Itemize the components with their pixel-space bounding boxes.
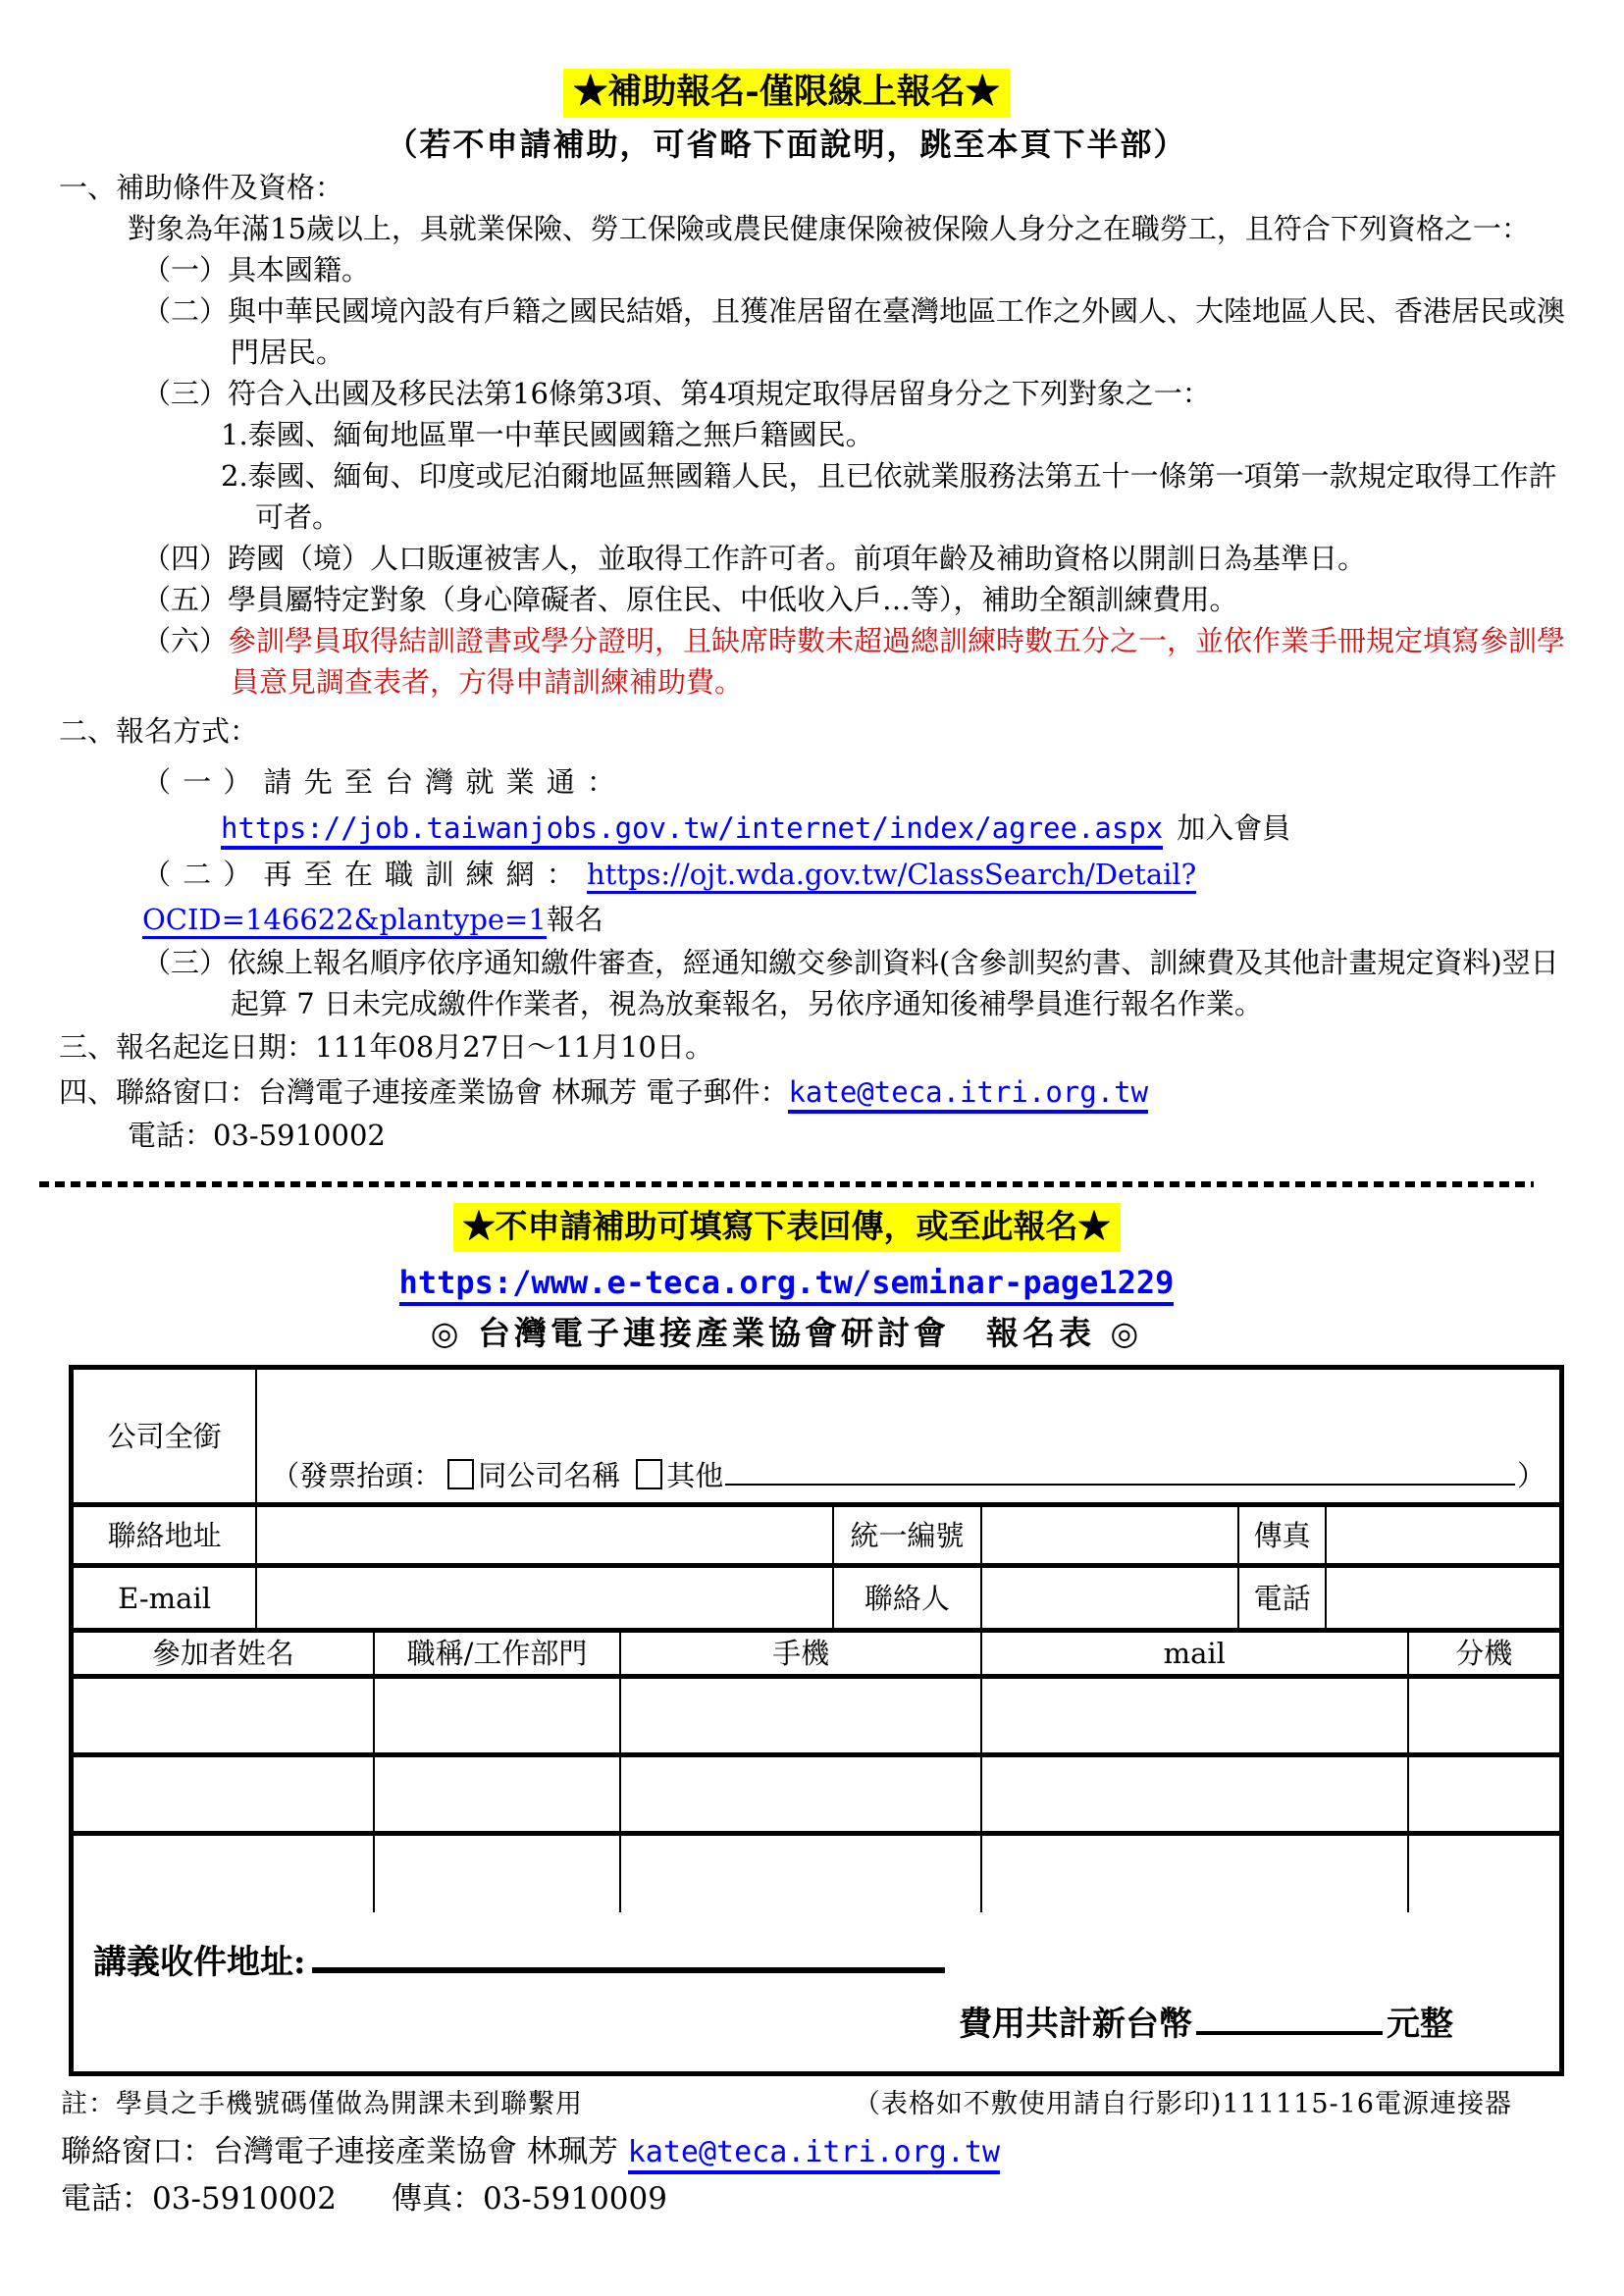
- participant-cell[interactable]: [1408, 1755, 1559, 1834]
- footnote-row: [61, 2086, 1512, 2123]
- contact-person-input-cell[interactable]: [981, 1566, 1238, 1631]
- eligibility-item-3-sub2: 2.泰國、緬甸、印度或尼泊爾地區無國籍人民，且已依就業服務法第五十一條第一項第一款規定取得工作許可者。: [221, 459, 1557, 534]
- tax-id-input-cell[interactable]: [981, 1505, 1238, 1566]
- participant-cell[interactable]: [74, 1677, 374, 1755]
- registration-period: 三、報名起迄日期：111年08月27日～11月10日。: [59, 1030, 713, 1064]
- invoice-option-same: 同公司名稱: [478, 1459, 621, 1492]
- address-label: 聯絡地址: [74, 1505, 256, 1566]
- section2-heading: 二、報名方式：: [59, 714, 259, 748]
- subsidy-banner: ★補助報名-僅限線上報名★: [563, 69, 1010, 118]
- registration-step2: [142, 852, 1573, 942]
- participant-cell[interactable]: [620, 1677, 981, 1755]
- participant-cell[interactable]: [981, 1834, 1408, 1912]
- participant-ext-header: 分機: [1408, 1633, 1559, 1677]
- participant-cell[interactable]: [374, 1755, 620, 1834]
- participant-cell[interactable]: [981, 1677, 1408, 1755]
- registration-step1: [142, 759, 1573, 805]
- registration-form-table: [69, 1365, 1564, 2076]
- section1-heading: 一、補助條件及資格：: [59, 171, 344, 204]
- footer-contact-prefix: 聯絡窗口：台灣電子連接產業協會 林珮芳: [61, 2133, 628, 2169]
- company-name-input-area[interactable]: [271, 1370, 1545, 1452]
- registration-contact: [59, 1070, 1573, 1115]
- ojt-link[interactable]: https://ojt.wda.gov.tw/ClassSearch/Detail?OCID=146622&plantype=1: [142, 858, 1196, 939]
- form-url-row: [0, 1262, 1573, 1304]
- footnote-left: 註：學員之手機號碼僅做為開課未到聯繫用: [61, 2088, 583, 2119]
- form-title: ◎ 台灣電子連接產業協會研討會 報名表 ◎: [430, 1314, 1143, 1352]
- invoice-prefix: （發票抬頭：: [271, 1459, 443, 1492]
- eligibility-item-4: （四）跨國（境）人口販運被害人，並取得工作許可者。前項年齡及補助資格以開訓日為基準日。: [142, 542, 1367, 575]
- fee-total-line: [93, 1996, 1453, 2048]
- registration-phone: 電話：03-5910002: [128, 1119, 386, 1152]
- no-subsidy-banner: ★不申請補助可填寫下表回傳，或至此報名★: [453, 1203, 1121, 1252]
- email-label: E-mail: [74, 1566, 256, 1631]
- phone-input-cell[interactable]: [1326, 1566, 1559, 1631]
- company-name-cell[interactable]: [256, 1370, 1559, 1505]
- invoice-title-line: [271, 1452, 1545, 1496]
- registration-step1-url-line: [221, 805, 1573, 852]
- eligibility-item-3: （三）符合入出國及移民法第16條第3項、第4項規定取得居留身分之下列對象之一：: [142, 377, 1211, 410]
- subsidy-subtitle: （若不申請補助，可省略下面說明，跳至本頁下半部）: [386, 126, 1187, 163]
- registration-step3: （三）依線上報名順序依序通知繳件審查，經通知繳交參訓資料(含參訓契約書、訓練費及其他計畫規定資料)翌日起算 7 日未完成繳件作業者，視為放棄報名，另依序通知後補學員進行報名作業。: [142, 946, 1559, 1020]
- footnote-right: （表格如不敷使用請自行影印)111115-16電源連接器: [853, 2088, 1512, 2119]
- participant-cell[interactable]: [620, 1834, 981, 1912]
- step1-suffix: 加入會員: [1177, 811, 1291, 845]
- fee-amount-blank[interactable]: [1196, 1996, 1383, 2035]
- footer-phone-line: [61, 2177, 1512, 2220]
- step2-suffix: 報名: [546, 903, 603, 936]
- eligibility-item-3-sub1: 1.泰國、緬甸地區單一中華民國國籍之無戶籍國民。: [221, 418, 874, 451]
- phone-label: 電話: [1238, 1566, 1326, 1631]
- section1-intro: 對象為年滿15歲以上，具就業保險、勞工保險或農民健康保險被保險人身分之在職勞工，且符合下列資格之一：: [128, 212, 1530, 245]
- invoice-other-blank[interactable]: [725, 1452, 1515, 1486]
- eligibility-item-1: （一）具本國籍。: [142, 253, 371, 287]
- fax-label: 傳真: [1238, 1505, 1326, 1566]
- participant-mobile-header: 手機: [620, 1633, 981, 1677]
- eligibility-item-6: [142, 620, 1573, 703]
- email-input-cell[interactable]: [256, 1566, 832, 1631]
- contact-person-label: 聯絡人: [833, 1566, 981, 1631]
- footer-fax: 傳真：03-5910009: [391, 2180, 667, 2217]
- form-footer-block: [74, 1912, 1559, 2071]
- fee-suffix: 元整: [1387, 2004, 1453, 2044]
- item6-number: （六）: [142, 624, 229, 657]
- company-info-table: [74, 1370, 1559, 1633]
- participant-cell[interactable]: [1408, 1834, 1559, 1912]
- step1-label: （一）請先至台灣就業通：: [142, 765, 628, 799]
- handout-address-label: 講義收件地址:: [93, 1942, 306, 1982]
- footer-phone: 電話：03-5910002: [61, 2180, 337, 2217]
- address-input-cell[interactable]: [256, 1505, 832, 1566]
- participant-row-1: [74, 1677, 1559, 1755]
- participant-name-header: 參加者姓名: [74, 1633, 374, 1677]
- eligibility-item-5: （五）學員屬特定對象（身心障礙者、原住民、中低收入戶…等），補助全額訓練費用。: [142, 583, 1238, 616]
- invoice-option-other: 其他: [666, 1459, 724, 1492]
- contact-email-link[interactable]: kate@teca.itri.org.tw: [788, 1075, 1148, 1114]
- participant-cell[interactable]: [374, 1834, 620, 1912]
- participant-cell[interactable]: [1408, 1677, 1559, 1755]
- participant-row-2: [74, 1755, 1559, 1834]
- taiwanjobs-link[interactable]: https://job.taiwanjobs.gov.tw/internet/index/agree.aspx: [221, 811, 1163, 850]
- eligibility-item-2: （二）與中華民國境內設有戶籍之國民結婚，且獲准居留在臺灣地區工作之外國人、大陸地區人民、香港居民或澳門居民。: [142, 294, 1566, 369]
- checkbox-other[interactable]: [636, 1459, 662, 1489]
- fee-prefix: 費用共計新台幣: [959, 2004, 1192, 2044]
- step2-label: （二）再至在職訓練網：: [142, 858, 587, 891]
- dashed-divider: [39, 1181, 1534, 1187]
- footer-email-link[interactable]: kate@teca.itri.org.tw: [628, 2135, 1000, 2174]
- fax-input-cell[interactable]: [1326, 1505, 1559, 1566]
- form-banner-row: [0, 1203, 1573, 1252]
- footer-contact-line: [61, 2129, 1512, 2175]
- invoice-close-paren: ）: [1516, 1459, 1545, 1492]
- handout-address-blank[interactable]: [312, 1934, 945, 1973]
- contact-prefix: 四、聯絡窗口：台灣電子連接產業協會 林珮芳 電子郵件：: [59, 1075, 789, 1109]
- participant-cell[interactable]: [374, 1677, 620, 1755]
- participant-cell[interactable]: [620, 1755, 981, 1834]
- participant-mail-header: mail: [981, 1633, 1408, 1677]
- participant-cell[interactable]: [74, 1755, 374, 1834]
- participant-cell[interactable]: [981, 1755, 1408, 1834]
- tax-id-label: 統一編號: [833, 1505, 981, 1566]
- participant-cell[interactable]: [74, 1834, 374, 1912]
- participant-row-3: [74, 1834, 1559, 1912]
- handout-address-line: [93, 1934, 1540, 1986]
- eteca-seminar-link[interactable]: https:/www.e-teca.org.tw/seminar-page1229: [399, 1264, 1175, 1306]
- item6-red-text: 參訓學員取得結訓證書或學分證明，且缺席時數未超過總訓練時數五分之一，並依作業手冊規定填寫參訓學員意見調查表者，方得申請訓練補助費。: [228, 624, 1566, 699]
- participant-title-header: 職稱/工作部門: [374, 1633, 620, 1677]
- checkbox-same-company-name[interactable]: [447, 1459, 474, 1489]
- banner-row: [0, 69, 1573, 118]
- participants-table: [74, 1633, 1559, 1912]
- company-name-label: 公司全銜: [74, 1370, 256, 1505]
